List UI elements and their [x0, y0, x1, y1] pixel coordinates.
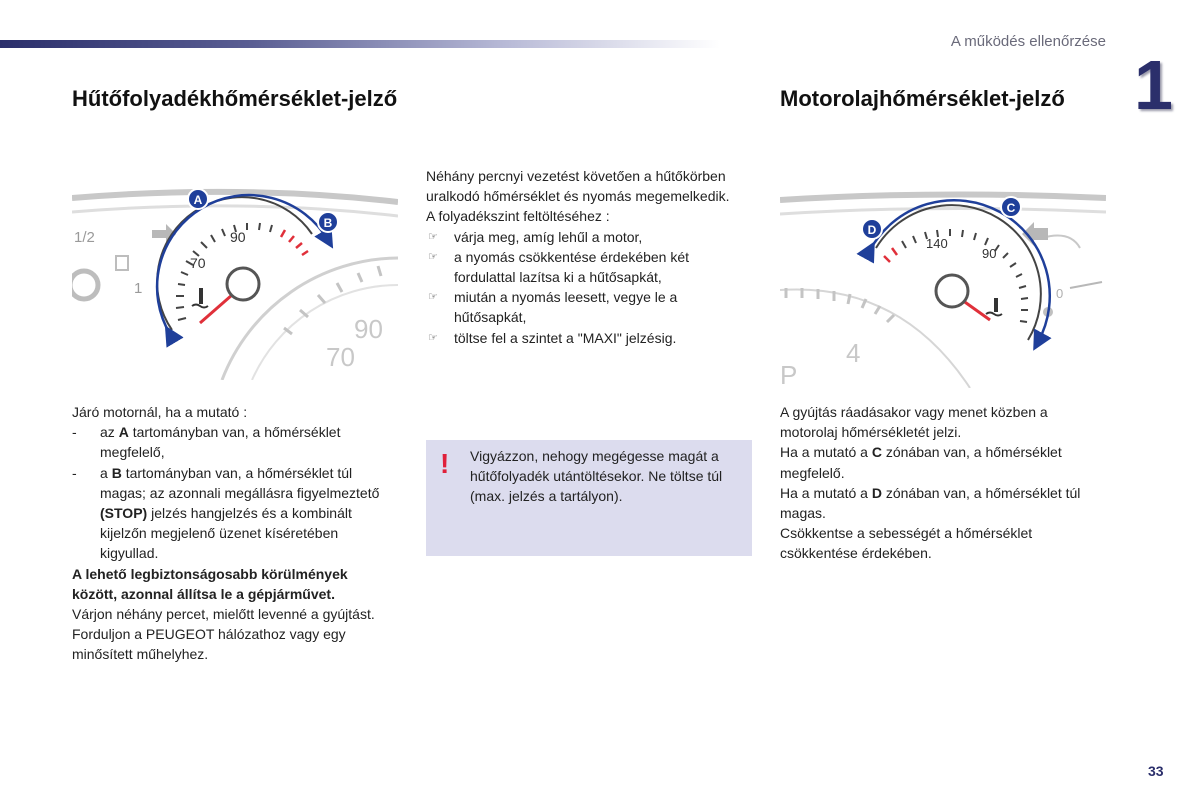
page-number: 33	[1148, 763, 1164, 779]
coolant-service-text: Forduljon a PEUGEOT hálózathoz vagy egy minősített műhelyhez.	[72, 626, 346, 663]
oil-90-label: 90	[982, 246, 997, 261]
list-item: - a B tartományban van, a hőmérséklet túl magas; az azonnali megállásra figyelmeztető (STOP) jelzés hangjelzés és a kombinált kijelzőn megjelenő üzenet kíséretében kigyullad.	[72, 463, 392, 564]
zone-c-badge	[1001, 197, 1021, 217]
hand-pointer-icon: ☞	[428, 331, 438, 344]
temp-70-label: 70	[190, 255, 206, 271]
gear-4-label: 4	[846, 338, 861, 368]
oil-temp-icon	[986, 298, 1002, 316]
coolant-temp-icon	[192, 288, 208, 308]
svg-text:B: B	[323, 216, 333, 230]
oil-140-label: 140	[926, 236, 948, 251]
svg-text:A: A	[193, 193, 203, 207]
svg-text:D: D	[867, 223, 877, 237]
scale-zero-label: 0	[1056, 286, 1064, 301]
scale-one-label: 1	[134, 280, 143, 297]
chapter-number: 1	[1134, 46, 1173, 124]
oil-temp-title: Motorolajhőmérséklet-jelző	[780, 86, 1065, 111]
list-item: ☞ várja meg, amíg lehűl a motor,	[426, 227, 746, 247]
running-head: A működés ellenőrzése	[950, 33, 1106, 50]
speedo-90-label: 90	[354, 314, 383, 344]
zone-d-badge	[862, 219, 882, 239]
safety-note: A lehető legbiztonságosabb körülmények között, azonnal állítsa le a gépjárművet.	[72, 565, 348, 602]
gear-p-label: P	[780, 360, 798, 388]
oil-zone-d: Ha a mutató a D zónában van, a hőmérséklet túl magas.	[780, 484, 1081, 522]
hand-pointer-icon: ☞	[428, 230, 438, 243]
list-item: ☞ miután a nyomás leesett, vegye le a hűtősapkát,	[428, 289, 678, 326]
oil-gauge-illustration	[780, 190, 1106, 388]
coolant-gauge-illustration	[72, 180, 398, 380]
oil-zone-c: Ha a mutató a C zónában van, a hőmérséklet megfelelő.	[780, 444, 1062, 481]
list-item: ☞ töltse fel a szintet a "MAXI" jelzésig.	[426, 328, 746, 348]
zone-a-badge	[188, 189, 208, 209]
header-bar	[0, 40, 720, 48]
warning-text: Vigyázzon, nehogy megégesse magát a hűtőfolyadék utántöltésekor. Ne töltse túl (max. jelzés a tartályon).	[470, 448, 723, 505]
list-item: - az A tartományban van, a hőmérséklet megfelelő,	[72, 422, 392, 462]
coolant-wait-text: Várjon néhány percet, mielőtt levenné a gyújtást.	[72, 606, 375, 623]
speedo-70-label: 70	[326, 342, 355, 372]
warning-icon: !	[440, 448, 450, 479]
hand-pointer-icon: ☞	[428, 250, 438, 263]
list-item: ☞ a nyomás csökkentése érdekében két fordulattal lazítsa ki a hűtősapkát,	[428, 248, 690, 286]
refill-text	[426, 166, 746, 348]
refill-heading: A folyadékszint feltöltéséhez :	[426, 208, 610, 225]
scale-half-label: 1/2	[74, 229, 95, 246]
oil-advice: Csökkentse a sebességét a hőmérséklet csökkentése érdekében.	[780, 525, 1033, 562]
refill-intro: Néhány percnyi vezetést követően a hűtőkörben uralkodó hőmérséklet és nyomás megemelkedik.	[426, 168, 730, 205]
hand-pointer-icon: ☞	[428, 291, 438, 304]
coolant-temp-title: Hűtőfolyadékhőmérséklet-jelző	[72, 86, 398, 111]
warning-box	[426, 440, 752, 556]
oil-text	[780, 402, 1100, 564]
refill-steps	[426, 227, 746, 348]
coolant-intro: Járó motornál, ha a mutató :	[72, 404, 248, 420]
coolant-text	[72, 402, 392, 665]
coolant-zone-list	[72, 422, 392, 563]
temp-90-label: 90	[230, 229, 246, 245]
zone-b-badge	[318, 212, 338, 232]
oil-intro: A gyújtás ráadásakor vagy menet közben a motorolaj hőmérsékletét jelzi.	[780, 404, 1048, 441]
svg-text:C: C	[1006, 201, 1016, 215]
